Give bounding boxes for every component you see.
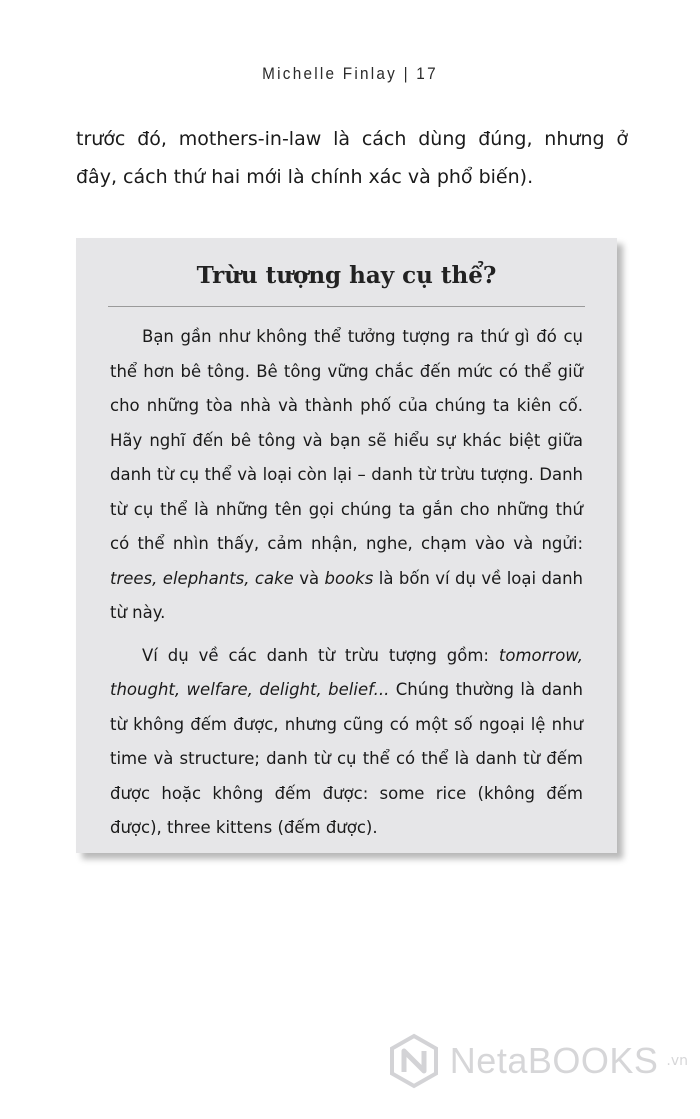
watermark — [386, 1033, 688, 1089]
p1-examples-italic: trees, elephants, cake — [110, 568, 294, 588]
intro-text: trước đó, mothers-in-law là cách dùng đúng, nhưng ở đây, cách thứ hai mới là chính xác và phổ biến). — [76, 128, 628, 188]
netabooks-logo-icon — [386, 1033, 442, 1089]
watermark-suffix: .vn — [666, 1053, 688, 1069]
box-title: Trừu tượng hay cụ thể? — [196, 262, 497, 289]
box-paragraph-1 — [110, 320, 583, 631]
p2-text-a: Ví dụ về các danh từ trừu tượng gồm: — [142, 645, 499, 665]
sidebar-box — [76, 238, 617, 853]
box-divider — [108, 306, 585, 307]
p1-text-a: Bạn gần như không thể tưởng tượng ra thứ gì đó cụ thể hơn bê tông. Bê tông vững chắc đến mức có thể giữ cho những tòa nhà và thành phố của chúng ta kiên cố. Hãy nghĩ đến bê tông và bạn sẽ hiểu sự khác biệt giữa danh từ cụ thể và loại còn lại – danh từ trừu tượng. Danh từ cụ thể là những tên gọi chúng ta gắn cho những thứ có thể nhìn thấy, cảm nhận, nghe, chạm vào và ngửi: — [110, 327, 583, 553]
p2-examples-italic: tomorrow, thought, welfare, delight, belief... — [110, 645, 583, 699]
p1-text-c: là bốn ví dụ về loại danh từ này. — [110, 568, 583, 622]
intro-paragraph — [76, 120, 628, 196]
p2-text-b: Chúng thường là danh từ không đếm được, nhưng cũng có một số ngoại lệ như time và structure; danh từ cụ thể có thể là danh từ đếm được hoặc không đếm được: some rice (không đếm được), three kittens (đếm được). — [110, 680, 584, 837]
p1-books-italic: books — [324, 568, 374, 588]
running-header: Michelle Finlay | 17 — [262, 64, 438, 83]
box-paragraph-2 — [110, 639, 583, 846]
p1-text-b: và — [293, 568, 325, 588]
watermark-brand: NetaBOOKS — [449, 1040, 659, 1081]
box-body — [110, 320, 583, 846]
